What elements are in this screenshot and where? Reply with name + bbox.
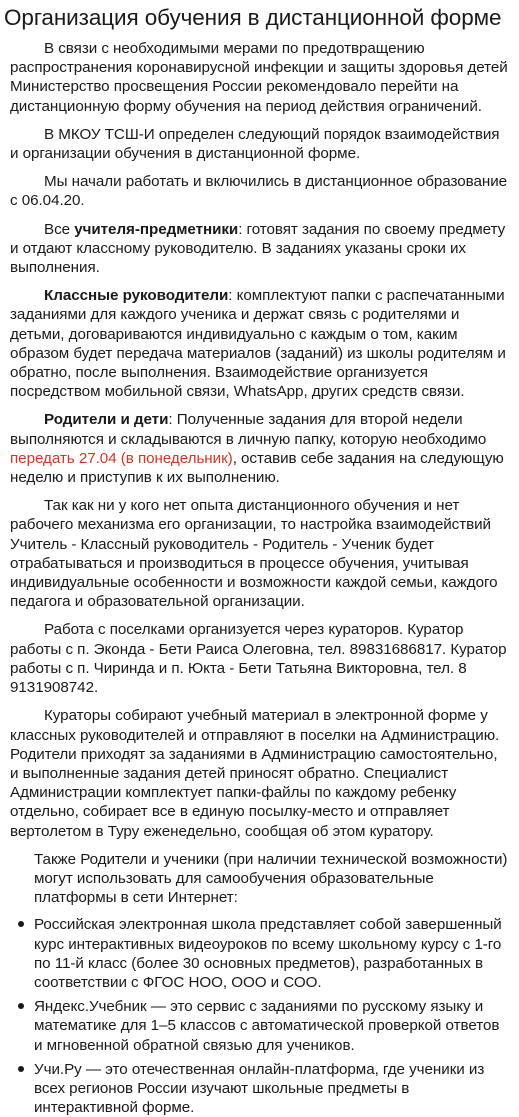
list-item xyxy=(10,915,509,992)
start-date-paragraph: Мы начали работать и включились в дистанционное образование с 06.04.20. xyxy=(10,173,508,210)
bullet-icon xyxy=(18,921,24,927)
bullet-icon xyxy=(18,1066,24,1072)
class-teachers-text: : комплектуют папки с распечатанными заданиями для каждого ученика и держат связь с родителями и детьми, договариваются индивидуально с каждым о том, каким образом будет передача материалов (заданий) из школы родителям и обратно, после выполнения. Взаимодействие организуется посредством мобильной связи, WhatsApp, других средств связи. xyxy=(10,287,506,401)
platform-text: Учи.Ру — это отечественная онлайн-платформа, где ученики из всех регионов России изучают школьные предметы в интерактивной форме. xyxy=(34,1060,485,1117)
class-teachers-paragraph xyxy=(10,286,509,401)
list-item xyxy=(10,1060,509,1117)
platform-text: Российская электронная школа представляет собой завершенный курс интерактивных видеоуроков по всему школьному курсу с 1-го по 11-й класс (более 30 основных предметов), разработанных в соответствии с ФГОС НОО, ООО и СОО. xyxy=(34,916,502,991)
platform-text: Яндекс.Учебник — это сервис с заданиями по русскому языку и математике для 1–5 классов с автоматической проверкой ответов и мгновенной обратной связью для учеников. xyxy=(34,998,500,1054)
teachers-text: : готовят задания по своему предмету и отдают классному руководителю. В заданиях указаны сроки их выполнения. xyxy=(10,220,506,277)
teachers-heading: учителя-предметники xyxy=(74,220,239,238)
list-item xyxy=(10,997,509,1055)
parents-text: : Полученные задания для второй недели выполняются и складываются в личную папку, которую необходимо xyxy=(10,411,487,448)
class-teachers-heading: Классные руководители xyxy=(44,287,229,305)
parents-paragraph xyxy=(10,410,509,487)
platforms-intro: Также Родители и ученики (при наличии технической возможности) могут использовать для самообучения образовательные платформы в сети Интернет: xyxy=(34,850,508,907)
intro-paragraph: В связи с необходимыми мерами по предотвращению распространения коронавирусной инфекции и защиты здоровья детей Министерство просвещения России рекомендовало перейти на дистанционную форму обучения на период действия ограничений. xyxy=(10,40,508,115)
delivery-paragraph: Кураторы собирают учебный материал в электронной форме у классных руководителей и отправляют в поселки на Администрацию. Родители приходят за заданиями в Администрацию самостоятельно, и выполненные задания детей приносят обратно. Специалист Администрации комплектует папки-файлы по каждому ребенку отдельно, собирает все в единую посылку-место и отправляет вертолетом в Туру еженедельно, сообщая об этом куратору. xyxy=(10,707,500,840)
bullet-icon xyxy=(18,1003,24,1009)
teachers-paragraph xyxy=(10,220,509,278)
procedure-paragraph: В МКОУ ТСШ-И определен следующий порядок взаимодействия и организации обучения в дистанционной форме. xyxy=(10,125,500,163)
experience-paragraph: Так как ни у кого нет опыта дистанционного обучения и нет рабочего механизма его организации, то настройка взаимодействий Учитель - Классный руководитель - Родитель - Ученик будет отрабатываться и производиться в процессе обучения, учитывая индивидуальные особенности и возможности каждой семьи, каждого педагога и образовательной организации. xyxy=(10,497,498,611)
parents-heading: Родители и дети xyxy=(44,411,169,429)
parents-text-end: , оставив себе задания на следующую неделю и приступив к их выполнению. xyxy=(10,449,504,487)
teachers-prefix: Все xyxy=(44,220,75,238)
platforms-list xyxy=(10,915,509,1117)
page-title: Организация обучения в дистанционной форме xyxy=(4,5,502,30)
curators-paragraph: Работа с поселками организуется через кураторов. Куратор работы с п. Эконда - Бети Раиса Олеговна, тел. 89831686817. Куратор работы с п. Чиринда и п. Юкта - Бети Татьяна Викторовна, тел. 8 9131908742. xyxy=(10,621,507,697)
deadline-highlight: передать 27.04 (в понедельник) xyxy=(10,449,233,467)
